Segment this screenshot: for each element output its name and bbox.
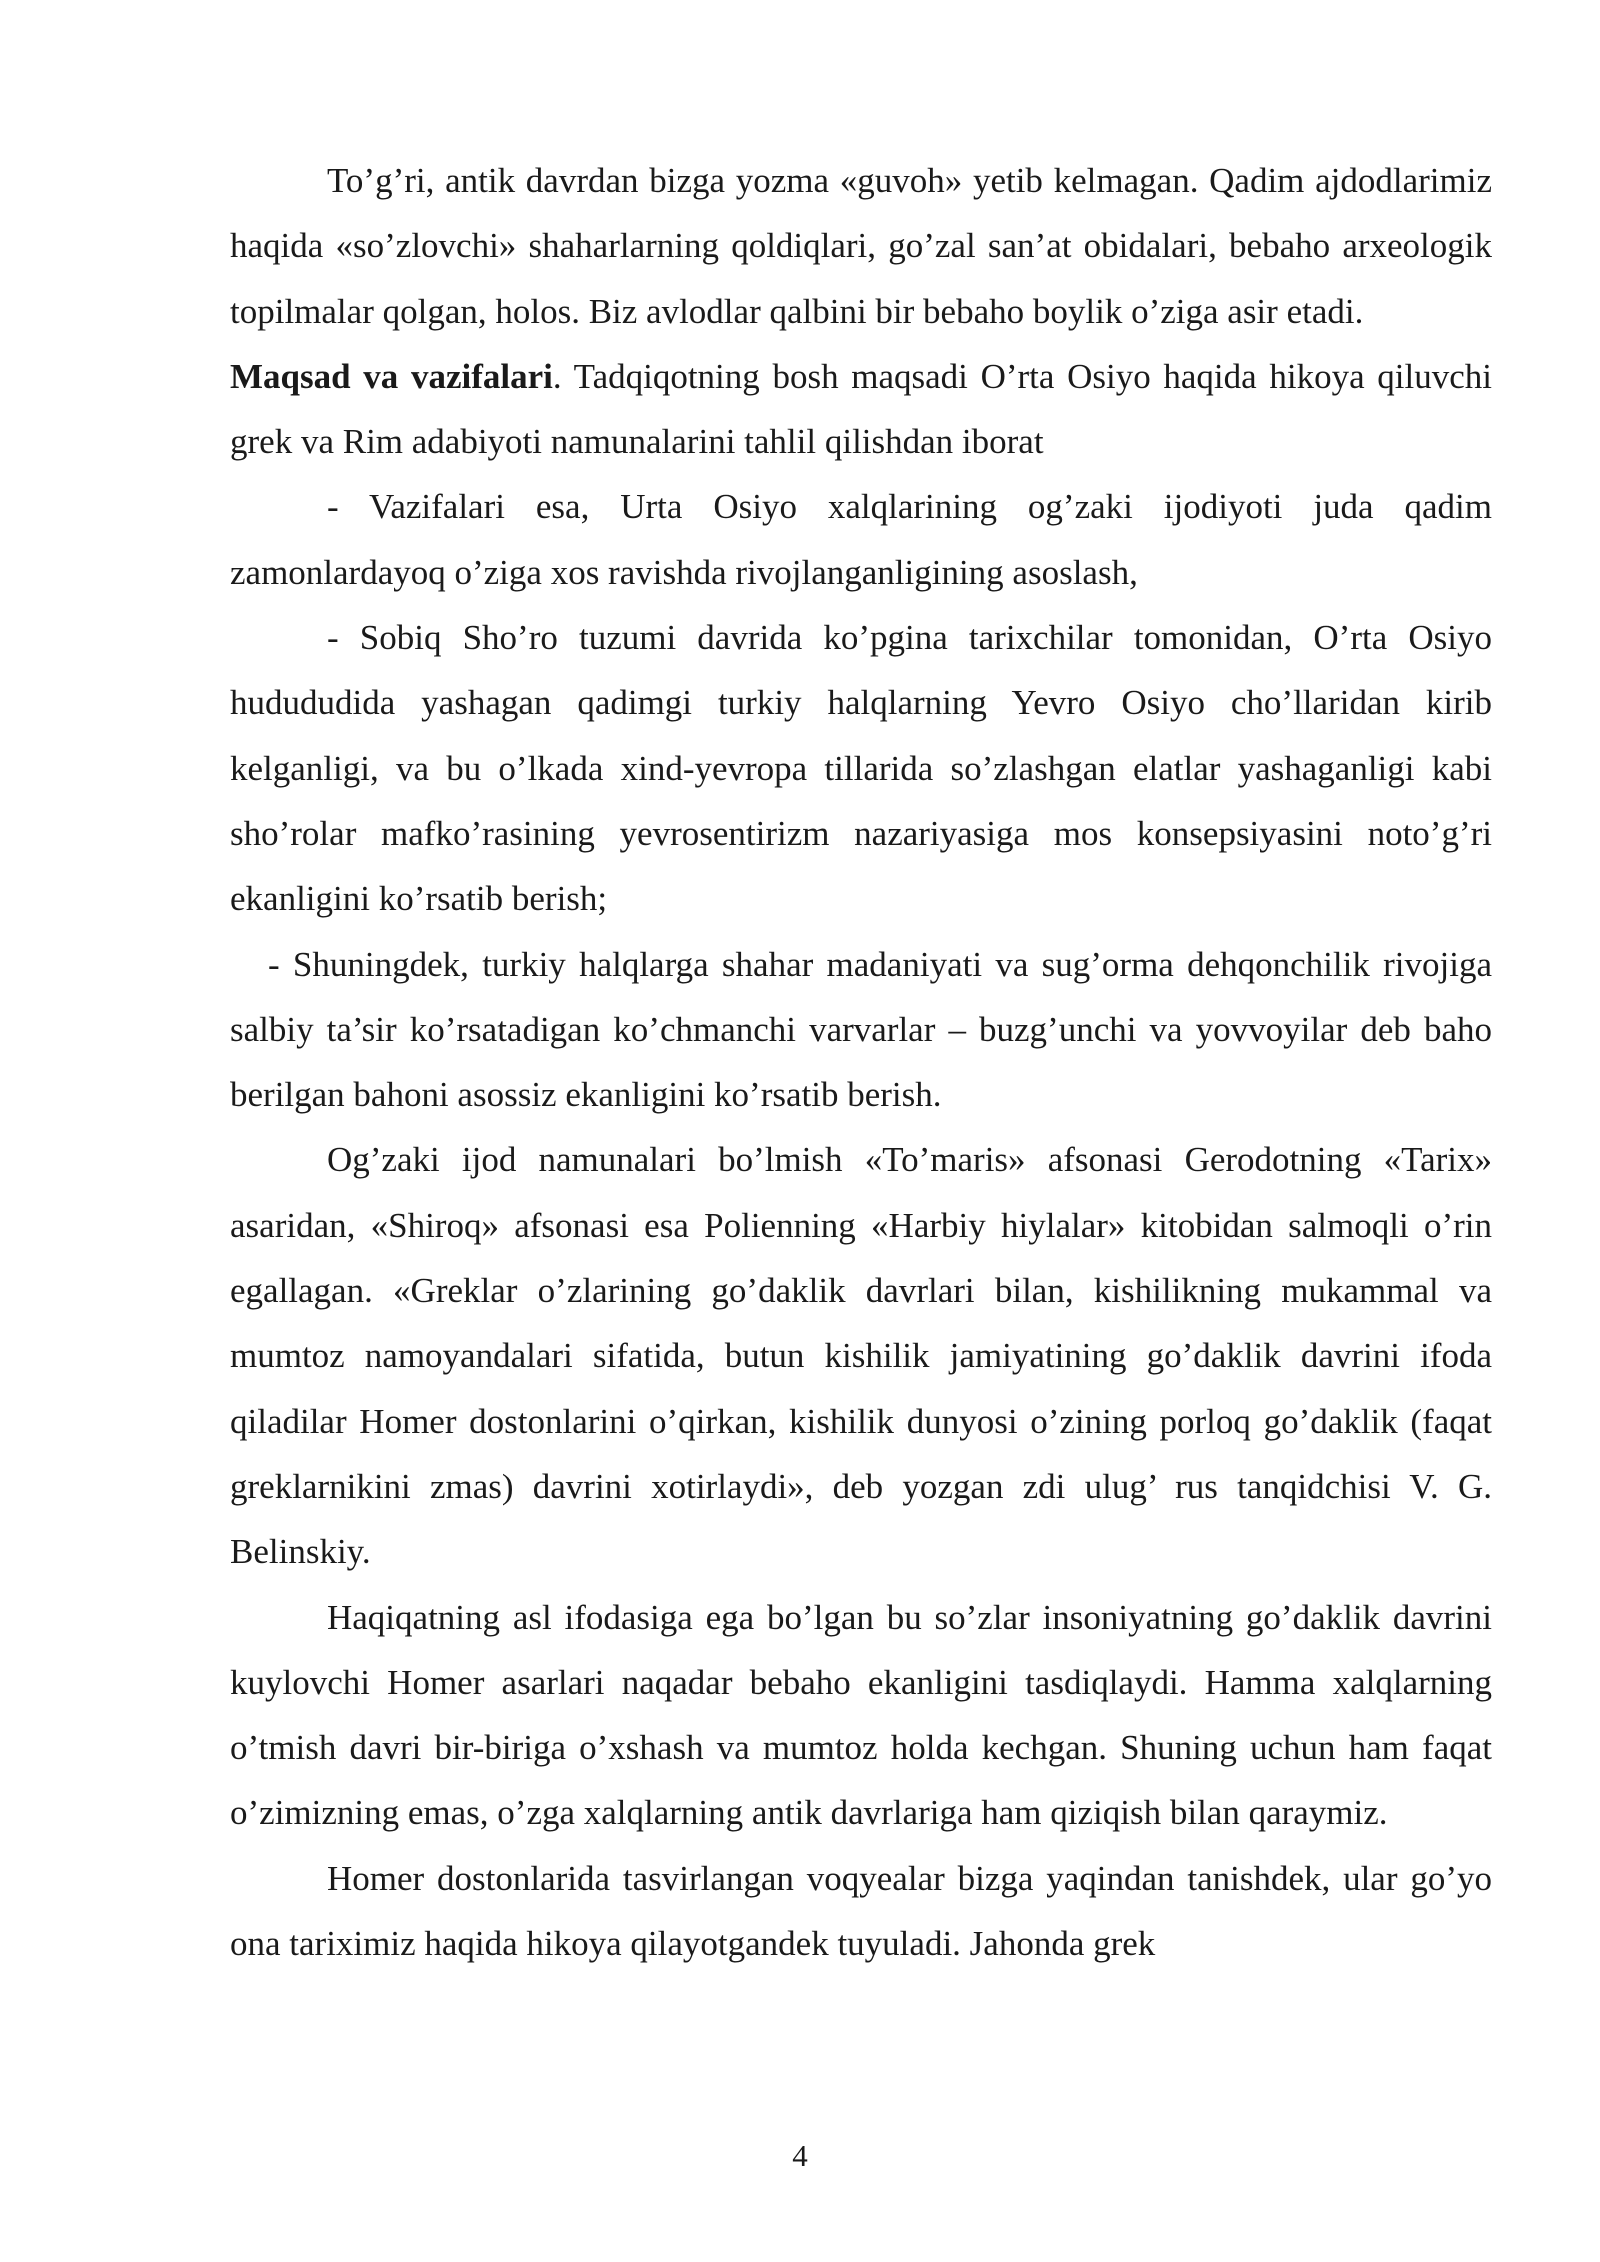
paragraph-5: - Shuningdek, turkiy halqlarga shahar madaniyati va sug’orma dehqonchilik rivojiga salbiy ta’sir ko’rsatadigan ko’chmanchi varvarlar – buzg’unchi va yovvoyilar deb baho berilgan bahoni asossiz ekanligini ko’rsatib berish. — [230, 944, 1492, 1115]
paragraph-4: - Sobiq Sho’ro tuzumi davrida ko’pgina tarixchilar tomonidan, O’rta Osiyo hudududida yashagan qadimgi turkiy halqlarning Yevro Osiyo cho’llaridan kirib kelganligi, va bu o’lkada xind-yevropa tillarida so’zlashgan elatlar yashaganligi kabi sho’rolar mafko’rasining yevrosentirizm nazariyasiga mos konsepsiyasini noto’g’ri ekanligini ko’rsatib berish; — [230, 618, 1492, 919]
paragraph-1: To’g’ri, antik davrdan bizga yozma «guvoh» yetib kelmagan. Qadim ajdodlarimiz haqida «so’zlovchi» shaharlarning qoldiqlari, go’zal san’at obidalari, bebaho arxeologik topilmalar qolgan, holos. Biz avlodlar qalbini bir bebaho boylik o’ziga asir etadi. — [230, 161, 1492, 331]
paragraph-3: - Vazifalari esa, Urta Osiyo xalqlarining og’zaki ijodiyoti juda qadim zamonlardayoq o’ziga xos ravishda rivojlanganligining asoslash, — [230, 487, 1492, 592]
paragraph-7: Haqiqatning asl ifodasiga ega bo’lgan bu so’zlar insoniyatning go’daklik davrini kuylovchi Homer asarlari naqadar bebaho ekanligini tasdiqlaydi. Hamma xalqlarning o’tmish davri bir-biriga o’xshash va mumtoz holda kechgan. Shuning uchun ham faqat o’zimizning emas, o’zga xalqlarning antik davrlariga ham qiziqish bilan qaraymiz. — [230, 1597, 1492, 1833]
section-heading: Maqsad va vazifalari — [230, 356, 553, 396]
paragraph-8: Homer dostonlarida tasvirlangan voqyealar bizga yaqindan tanishdek, ular go’yo ona tariximiz haqida hikoya qilayotgandek tuyuladi. Jahonda grek — [230, 1858, 1492, 1964]
paragraph-2 — [230, 344, 1492, 475]
paragraph-6: Og’zaki ijod namunalari bo’lmish «To’maris» afsonasi Gerodotning «Tarix» asaridan, «Shiroq» afsonasi esa Polienning «Harbiy hiylalar» kitobidan salmoqli o’rin egallagan. «Greklar o’zlarining go’daklik davrlari bilan, kishilikning mukammal va mumtoz namoyandalari sifatida, butun kishilik jamiyatining go’daklik davrini ifoda qiladilar Homer dostonlarini o’qirkan, kishilik dunyosi o’zining porloq go’daklik (faqat greklarnikini zmas) davrini xotirlaydi», deb yozgan zdi ulug’ rus tanqidchisi V. G. Belinskiy. — [230, 1140, 1492, 1572]
document-page — [230, 148, 1492, 1976]
paragraph-2-text: . Tadqiqotning bosh maqsadi O’rta Osiyo haqida hikoya qiluvchi grek va Rim adabiyoti namunalarini tahlil qilishdan iborat — [230, 356, 1493, 462]
page-number: 4 — [792, 2138, 808, 2173]
